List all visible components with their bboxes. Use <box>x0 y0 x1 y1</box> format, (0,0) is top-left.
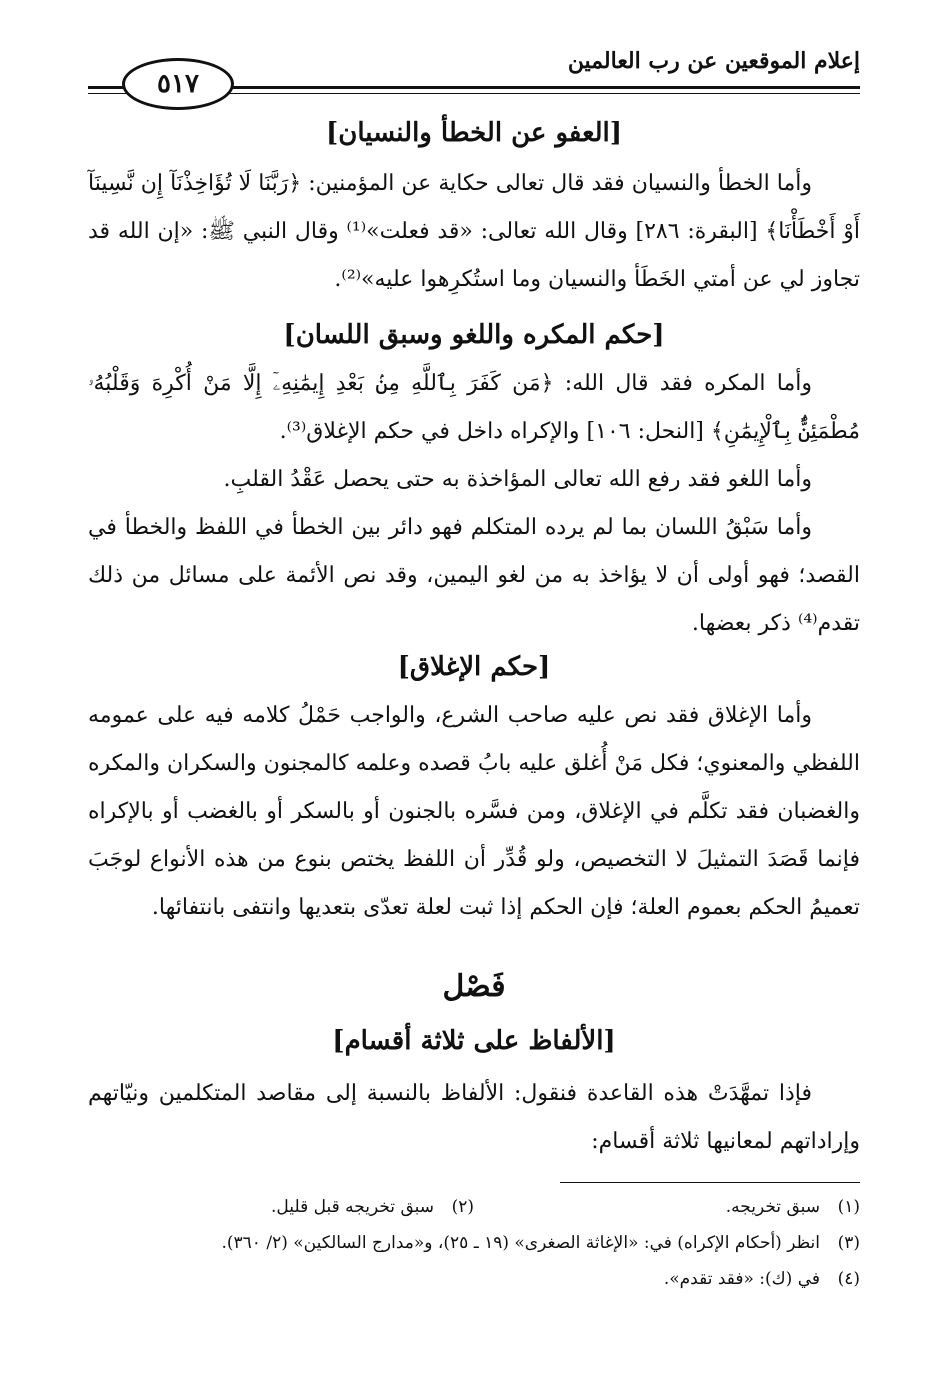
paragraph: فإذا تمهَّدَتْ هذه القاعدة فنقول: الألفاظ بالنسبة إلى مقاصد المتكلمين ونيّاتهم وإراداتهم لمعانيها ثلاثة أقسام: <box>88 1081 860 1154</box>
paragraph: وأما الإغلاق فقد نص عليه صاحب الشرع، والواجب حَمْلُ كلامه فيه على عمومه اللفظي والمعنوي؛ فكل مَنْ أُغلق عليه بابُ قصده وعلمه كالمجنون والسكران والمكره والغضبان فقد تكلَّم في الإغلاق، ومن فسَّره بالجنون أو بالسكر أو بالغضب أو بالإكراه فإنما قَصَدَ التمثيلَ لا التخصيص، ولو قُدِّر أن اللفظ يختص بنوع من هذه الأنواع لوجَبَ تعميمُ الحكم بعموم العلة؛ فإن الحكم إذا ثبت لعلة تعدّى بتعديها وانتفى بانتفائها. <box>88 703 860 920</box>
paragraph: وأما الخطأ والنسيان فقد قال تعالى حكاية عن المؤمنين: ﴿رَبَّنَا لَا تُؤَاخِذْنَآ إِن نَّسِينَآ أَوْ أَخْطَأْنَا﴾ [البقرة: ٢٨٦] وقال الله تعالى: «قد فعلت»⁽¹⁾ وقال النبي ﷺ: «إن الله قد تجاوز لي عن أمتي الخَطَأ والنسيان وما استُكرِهوا عليه»⁽²⁾. <box>88 171 860 292</box>
paragraph: وأما سَبْقُ اللسان بما لم يرده المتكلم فهو دائر بين الخطأ في اللفظ والخطأ في القصد؛ فهو أولى أن لا يؤاخذ به من لغو اليمين، وقد نص الأئمة على مسائل من ذلك تقدم⁽⁴⁾ ذكر بعضها. <box>88 515 860 636</box>
footnote-text: سبق تخريجه قبل قليل. <box>271 1197 434 1217</box>
footnote-number: (١) <box>837 1197 860 1217</box>
section-coercion-body <box>88 360 860 648</box>
footnotes <box>88 1192 860 1300</box>
running-title: إعلام الموقعين عن رب العالمين <box>567 48 860 74</box>
footnote-number: (٢) <box>451 1197 474 1217</box>
paragraph: وأما المكره فقد قال الله: ﴿مَن كَفَرَ بِٱللَّهِ مِنۢ بَعْدِ إِيمَٰنِهِۦٓ إِلَّا مَنْ أُكْرِهَ وَقَلْبُهُۥ مُطْمَئِنٌّۢ بِٱلْإِيمَٰنِ﴾ [النحل: ١٠٦] والإكراه داخل في حكم الإغلاق⁽³⁾. <box>88 371 860 444</box>
footnote-number: (٤) <box>837 1269 860 1289</box>
footnote-row-4 <box>88 1264 860 1294</box>
page-number: ٥١٧ <box>122 58 234 110</box>
section-heading-three-types: [الألفاظ على ثلاثة أقسام] <box>332 1026 616 1056</box>
footnote-number: (٣) <box>837 1233 860 1253</box>
footnote-row-3 <box>88 1228 860 1258</box>
paragraph: وأما اللغو فقد رفع الله تعالى المؤاخذة به حتى يحصل عَقْدُ القلبِ. <box>223 467 812 492</box>
section-heading-ighlaq: [حكم الإغلاق] <box>397 652 551 682</box>
footnote-text: في (ك): «فقد تقدم». <box>663 1269 820 1289</box>
section-heading-forgiveness: [العفو عن الخطأ والنسيان] <box>325 118 623 148</box>
fasl-heading: فَصْل <box>442 969 506 1004</box>
page-header <box>88 40 860 104</box>
section-forgiveness-body <box>88 160 860 304</box>
footnote-row-1-2 <box>88 1192 860 1222</box>
section-three-types-body <box>88 1070 860 1166</box>
section-ighlaq-body <box>88 692 860 932</box>
footnote-text: انظر (أحكام الإكراه) في: «الإغاثة الصغرى» (١٩ ـ ٢٥)، و«مدارج السالكين» (٢/ ٣٦٠). <box>221 1233 820 1253</box>
section-heading-coercion: [حكم المكره واللغو وسبق اللسان] <box>283 320 665 350</box>
footnote-separator <box>560 1182 860 1183</box>
footnote-text: سبق تخريجه. <box>725 1197 820 1217</box>
